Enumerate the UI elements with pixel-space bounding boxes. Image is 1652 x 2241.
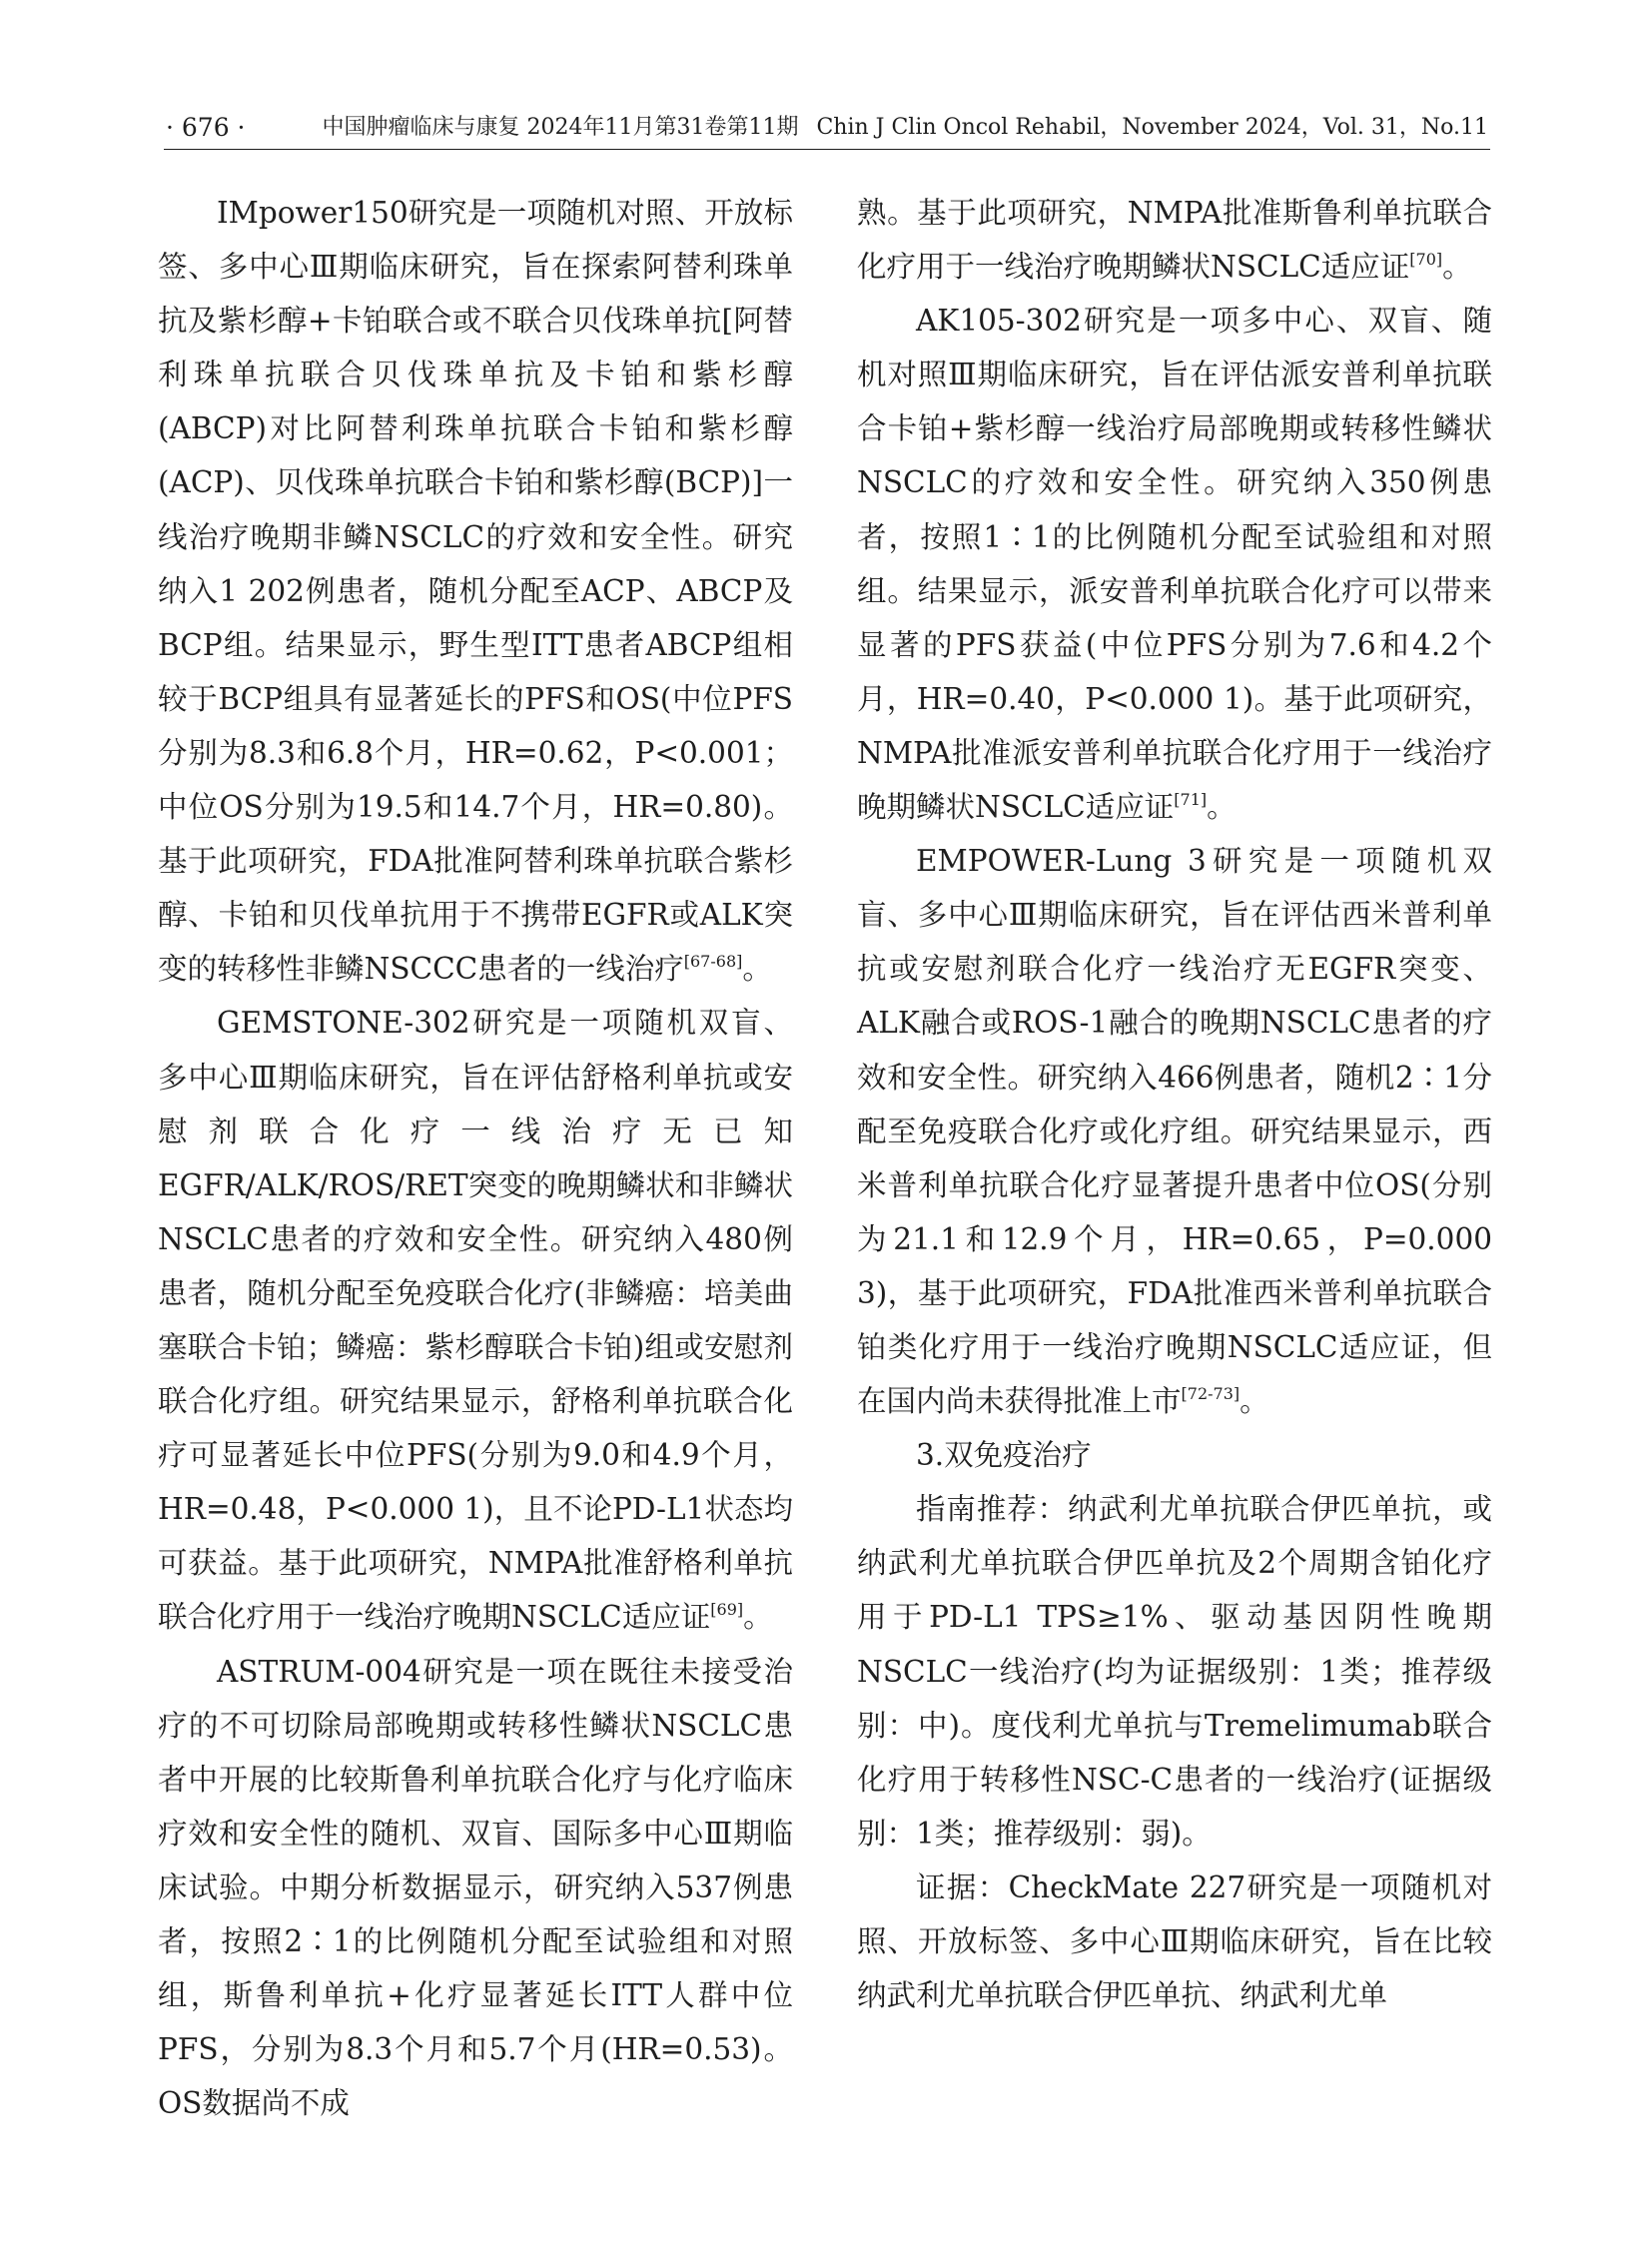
paragraph-gemstone302: [158, 996, 793, 1644]
paragraph-text: 指南推荐：纳武利尤单抗联合伊匹单抗，或纳武利尤单抗联合伊匹单抗及2个周期含铂化疗用于PD-L1 TPS≥1%、驱动基因阴性晚期NSCLC一线治疗(均为证据级别：1类；推荐级别：中)。度伐利尤单抗与Tremelimumab联合化疗用于转移性NSC-C患者的一线治疗(证据级别：1类；推荐级别：弱)。: [857, 1492, 1492, 1851]
left-column: [158, 186, 793, 2130]
journal-title-cn: 中国肿瘤临床与康复 2024年11月第31卷第11期: [322, 115, 799, 140]
paragraph-end: 。: [1239, 1384, 1269, 1419]
paragraph-text: ASTRUM-004研究是一项在既往未接受治疗的不可切除局部晚期或转移性鳞状NSCLC患者中开展的比较斯鲁利单抗联合化疗与化疗临床疗效和安全性的随机、双盲、国际多中心Ⅲ期临床试验。中期分析数据显示，研究纳入537例患者，按照2∶1的比例随机分配至试验组和对照组，斯鲁利单抗+化疗显著延长ITT人群中位PFS，分别为8.3个月和5.7个月(HR=0.53)。OS数据尚不成: [158, 1654, 793, 2121]
citation: [69]: [710, 1600, 744, 1620]
paragraph-text: 熟。基于此项研究，NMPA批准斯鲁利单抗联合化疗用于一线治疗晚期鳞状NSCLC适应证: [857, 196, 1492, 285]
paragraph-text: AK105-302研究是一项多中心、双盲、随机对照Ⅲ期临床研究，旨在评估派安普利单抗联合卡铂+紫杉醇一线治疗局部晚期或转移性鳞状NSCLC的疗效和安全性。研究纳入350例患者，按照1∶1的比例随机分配至试验组和对照组。结果显示，派安普利单抗联合化疗可以带来显著的PFS获益(中位PFS分别为7.6和4.2个月，HR=0.40，P<0.000 1)。基于此项研究，NMPA批准派安普利单抗联合化疗用于一线治疗晚期鳞状NSCLC适应证: [857, 304, 1492, 825]
paragraph-text: IMpower150研究是一项随机对照、开放标签、多中心Ⅲ期临床研究，旨在探索阿替利珠单抗及紫杉醇+卡铂联合或不联合贝伐珠单抗[阿替利珠单抗联合贝伐珠单抗及卡铂和紫杉醇(ABCP)对比阿替利珠单抗联合卡铂和紫杉醇(ACP)、贝伐珠单抗联合卡铂和紫杉醇(BCP)]一线治疗晚期非鳞NSCLC的疗效和安全性。研究纳入1 202例患者，随机分配至ACP、ABCP及BCP组。结果显示，野生型ITT患者ABCP组相较于BCP组具有显著延长的PFS和OS(中位PFS分别为8.3和6.8个月，HR=0.62，P<0.001；中位OS分别为19.5和14.7个月，HR=0.80)。基于此项研究，FDA批准阿替利珠单抗联合紫杉醇、卡铂和贝伐单抗用于不携带EGFR或ALK突变的转移性非鳞NSCCC患者的一线治疗: [158, 196, 793, 987]
paragraph-astrum004: [158, 1645, 793, 2131]
citation: [71]: [1174, 790, 1208, 810]
paragraph-end: 。: [742, 952, 772, 987]
paragraph-evidence: [857, 1861, 1492, 2022]
journal-title-en: Chin J Clin Oncol Rehabil，November 2024，Vol. 31，No.11: [816, 115, 1488, 140]
citation: [67-68]: [683, 952, 743, 972]
header-rule: [164, 149, 1490, 150]
page-header: [166, 108, 1488, 148]
paragraph-end: 。: [1442, 250, 1472, 285]
journal-info: [322, 108, 1488, 148]
paragraph-text: EMPOWER-Lung 3研究是一项随机双盲、多中心Ⅲ期临床研究，旨在评估西米普利单抗或安慰剂联合化疗一线治疗无EGFR突变、ALK融合或ROS-1融合的晚期NSCLC患者的疗效和安全性。研究纳入466例患者，随机2∶1分配至免疫联合化疗或化疗组。研究结果显示，西米普利单抗联合化疗显著提升患者中位OS(分别为21.1和12.9个月，HR=0.65，P=0.000 3)，基于此项研究，FDA批准西米普利单抗联合铂类化疗用于一线治疗晚期NSCLC适应证，但在国内尚未获得批准上市: [857, 844, 1492, 1419]
citation: [70]: [1409, 250, 1443, 270]
paragraph-impower150: [158, 186, 793, 996]
right-column: [857, 186, 1492, 2022]
paragraph-text: GEMSTONE-302研究是一项随机双盲、多中心Ⅲ期临床研究，旨在评估舒格利单抗或安慰剂联合化疗一线治疗无已知EGFR/ALK/ROS/RET突变的晚期鳞状和非鳞状NSCLC患者的疗效和安全性。研究纳入480例患者，随机分配至免疫联合化疗(非鳞癌：培美曲塞联合卡铂；鳞癌：紫杉醇联合卡铂)组或安慰剂联合化疗组。研究结果显示，舒格利单抗联合化疗可显著延长中位PFS(分别为9.0和4.9个月，HR=0.48，P<0.000 1)，且不论PD-L1状态均可获益。基于此项研究，NMPA批准舒格利单抗联合化疗用于一线治疗晚期NSCLC适应证: [158, 1006, 793, 1635]
paragraph-continuation: [857, 186, 1492, 294]
paragraph-text: 证据：CheckMate 227研究是一项随机对照、开放标签、多中心Ⅲ期临床研究，旨在比较纳武利尤单抗联合伊匹单抗、纳武利尤单: [857, 1869, 1492, 2013]
section-heading: 3.双免疫治疗: [916, 1438, 1092, 1473]
paragraph-ak105-302: [857, 294, 1492, 834]
paragraph-end: 。: [743, 1600, 773, 1635]
paragraph-empower-lung3: [857, 834, 1492, 1428]
paragraph-end: 。: [1207, 790, 1237, 825]
citation: [72-73]: [1181, 1384, 1240, 1404]
paragraph-guideline: [857, 1482, 1492, 1861]
page-number: · 676 ·: [166, 113, 246, 142]
